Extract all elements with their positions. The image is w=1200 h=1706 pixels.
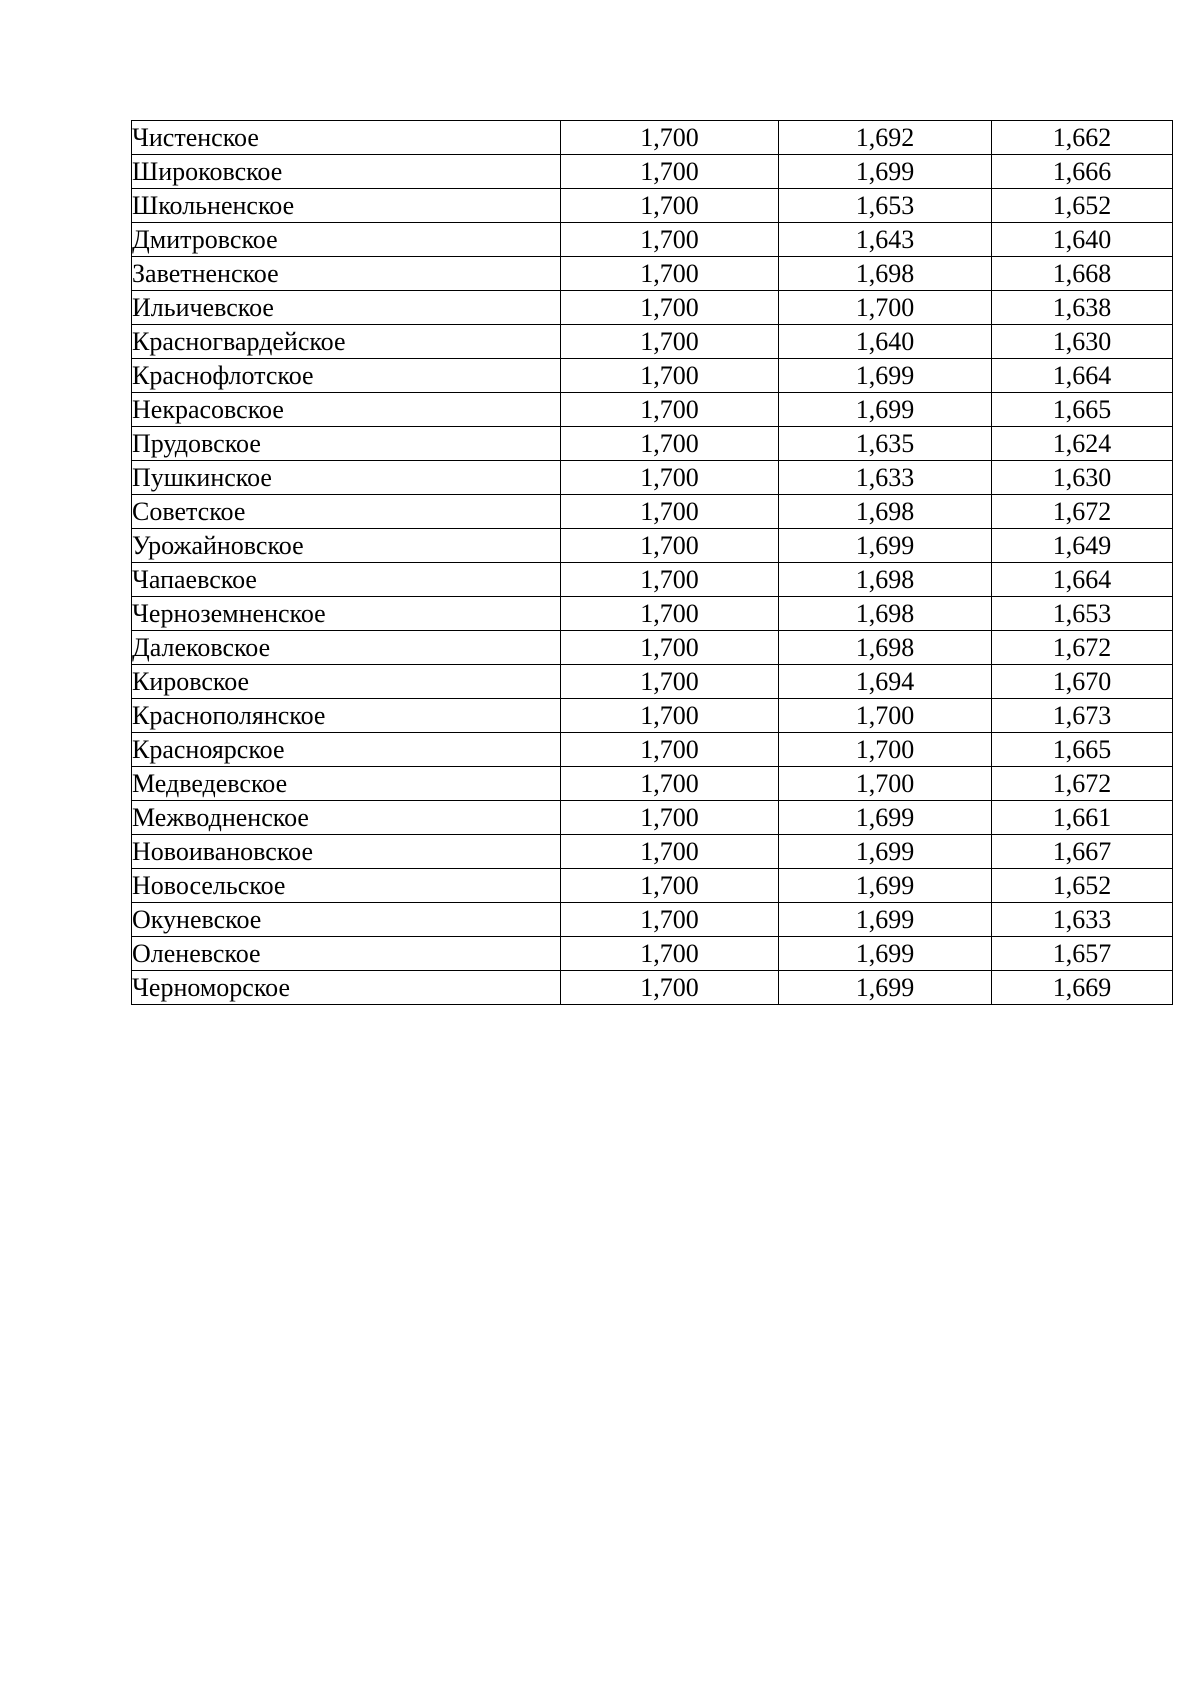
value-1-cell: 1,700 <box>561 155 779 189</box>
value-1-cell: 1,700 <box>561 427 779 461</box>
value-3-cell: 1,672 <box>992 495 1173 529</box>
value-3-cell: 1,630 <box>992 461 1173 495</box>
table-row <box>132 699 1173 733</box>
value-3-cell: 1,664 <box>992 359 1173 393</box>
settlement-name-cell: Заветненское <box>132 257 561 291</box>
value-1-cell: 1,700 <box>561 359 779 393</box>
table-row <box>132 733 1173 767</box>
value-3-cell: 1,666 <box>992 155 1173 189</box>
settlement-name-cell: Ильичевское <box>132 291 561 325</box>
value-1-cell: 1,700 <box>561 495 779 529</box>
table-row <box>132 291 1173 325</box>
value-3-cell: 1,657 <box>992 937 1173 971</box>
value-2-cell: 1,700 <box>779 699 992 733</box>
settlement-name-cell: Межводненское <box>132 801 561 835</box>
table-row <box>132 529 1173 563</box>
value-1-cell: 1,700 <box>561 563 779 597</box>
value-1-cell: 1,700 <box>561 835 779 869</box>
value-1-cell: 1,700 <box>561 121 779 155</box>
value-2-cell: 1,699 <box>779 155 992 189</box>
value-3-cell: 1,669 <box>992 971 1173 1005</box>
value-2-cell: 1,699 <box>779 971 992 1005</box>
value-2-cell: 1,698 <box>779 257 992 291</box>
value-3-cell: 1,661 <box>992 801 1173 835</box>
value-2-cell: 1,699 <box>779 937 992 971</box>
value-1-cell: 1,700 <box>561 937 779 971</box>
value-2-cell: 1,699 <box>779 801 992 835</box>
value-1-cell: 1,700 <box>561 393 779 427</box>
value-3-cell: 1,664 <box>992 563 1173 597</box>
value-1-cell: 1,700 <box>561 325 779 359</box>
value-2-cell: 1,698 <box>779 495 992 529</box>
value-3-cell: 1,662 <box>992 121 1173 155</box>
value-2-cell: 1,643 <box>779 223 992 257</box>
settlement-name-cell: Краснофлотское <box>132 359 561 393</box>
table-row <box>132 257 1173 291</box>
table-row <box>132 325 1173 359</box>
value-3-cell: 1,670 <box>992 665 1173 699</box>
table-row <box>132 903 1173 937</box>
table-row <box>132 359 1173 393</box>
table-row <box>132 665 1173 699</box>
value-3-cell: 1,633 <box>992 903 1173 937</box>
table-row <box>132 971 1173 1005</box>
value-2-cell: 1,699 <box>779 869 992 903</box>
value-2-cell: 1,694 <box>779 665 992 699</box>
value-1-cell: 1,700 <box>561 903 779 937</box>
settlement-name-cell: Школьненское <box>132 189 561 223</box>
settlement-name-cell: Окуневское <box>132 903 561 937</box>
value-3-cell: 1,665 <box>992 733 1173 767</box>
table-row <box>132 631 1173 665</box>
value-2-cell: 1,698 <box>779 563 992 597</box>
value-3-cell: 1,630 <box>992 325 1173 359</box>
value-1-cell: 1,700 <box>561 699 779 733</box>
settlement-name-cell: Черноморское <box>132 971 561 1005</box>
settlement-name-cell: Чистенское <box>132 121 561 155</box>
table-row <box>132 869 1173 903</box>
value-1-cell: 1,700 <box>561 223 779 257</box>
value-1-cell: 1,700 <box>561 257 779 291</box>
settlement-name-cell: Медведевское <box>132 767 561 801</box>
settlement-name-cell: Дмитровское <box>132 223 561 257</box>
value-2-cell: 1,653 <box>779 189 992 223</box>
value-2-cell: 1,699 <box>779 529 992 563</box>
value-2-cell: 1,698 <box>779 631 992 665</box>
value-2-cell: 1,698 <box>779 597 992 631</box>
value-2-cell: 1,633 <box>779 461 992 495</box>
value-1-cell: 1,700 <box>561 189 779 223</box>
settlement-name-cell: Прудовское <box>132 427 561 461</box>
value-1-cell: 1,700 <box>561 529 779 563</box>
table-row <box>132 563 1173 597</box>
value-3-cell: 1,652 <box>992 189 1173 223</box>
table-row <box>132 597 1173 631</box>
value-1-cell: 1,700 <box>561 971 779 1005</box>
settlement-name-cell: Новосельское <box>132 869 561 903</box>
value-2-cell: 1,635 <box>779 427 992 461</box>
settlement-name-cell: Черноземненское <box>132 597 561 631</box>
value-3-cell: 1,640 <box>992 223 1173 257</box>
value-3-cell: 1,665 <box>992 393 1173 427</box>
settlement-name-cell: Чапаевское <box>132 563 561 597</box>
settlement-name-cell: Краснополянское <box>132 699 561 733</box>
settlement-name-cell: Широковское <box>132 155 561 189</box>
value-3-cell: 1,673 <box>992 699 1173 733</box>
settlement-name-cell: Оленевское <box>132 937 561 971</box>
table-row <box>132 155 1173 189</box>
value-1-cell: 1,700 <box>561 767 779 801</box>
value-3-cell: 1,653 <box>992 597 1173 631</box>
value-3-cell: 1,652 <box>992 869 1173 903</box>
value-2-cell: 1,699 <box>779 393 992 427</box>
table-row <box>132 223 1173 257</box>
value-3-cell: 1,667 <box>992 835 1173 869</box>
value-2-cell: 1,700 <box>779 291 992 325</box>
value-2-cell: 1,699 <box>779 835 992 869</box>
value-2-cell: 1,692 <box>779 121 992 155</box>
value-1-cell: 1,700 <box>561 801 779 835</box>
table-row <box>132 427 1173 461</box>
settlement-name-cell: Некрасовское <box>132 393 561 427</box>
value-3-cell: 1,649 <box>992 529 1173 563</box>
value-2-cell: 1,640 <box>779 325 992 359</box>
value-1-cell: 1,700 <box>561 597 779 631</box>
table-row <box>132 121 1173 155</box>
settlement-name-cell: Советское <box>132 495 561 529</box>
value-1-cell: 1,700 <box>561 733 779 767</box>
value-1-cell: 1,700 <box>561 291 779 325</box>
settlement-name-cell: Далековское <box>132 631 561 665</box>
value-3-cell: 1,624 <box>992 427 1173 461</box>
value-2-cell: 1,700 <box>779 733 992 767</box>
table-row <box>132 461 1173 495</box>
value-3-cell: 1,672 <box>992 767 1173 801</box>
value-1-cell: 1,700 <box>561 869 779 903</box>
value-3-cell: 1,638 <box>992 291 1173 325</box>
settlement-name-cell: Красногвардейское <box>132 325 561 359</box>
table-row <box>132 393 1173 427</box>
value-1-cell: 1,700 <box>561 461 779 495</box>
table-row <box>132 835 1173 869</box>
value-3-cell: 1,668 <box>992 257 1173 291</box>
settlement-name-cell: Новоивановское <box>132 835 561 869</box>
value-2-cell: 1,700 <box>779 767 992 801</box>
value-3-cell: 1,672 <box>992 631 1173 665</box>
value-2-cell: 1,699 <box>779 359 992 393</box>
value-1-cell: 1,700 <box>561 665 779 699</box>
settlement-name-cell: Пушкинское <box>132 461 561 495</box>
table-row <box>132 937 1173 971</box>
value-2-cell: 1,699 <box>779 903 992 937</box>
table-body <box>132 121 1173 1005</box>
data-table <box>131 120 1173 1005</box>
table-row <box>132 801 1173 835</box>
value-1-cell: 1,700 <box>561 631 779 665</box>
table-row <box>132 767 1173 801</box>
settlement-name-cell: Кировское <box>132 665 561 699</box>
settlement-name-cell: Красноярское <box>132 733 561 767</box>
table-row <box>132 189 1173 223</box>
table-row <box>132 495 1173 529</box>
settlement-name-cell: Урожайновское <box>132 529 561 563</box>
